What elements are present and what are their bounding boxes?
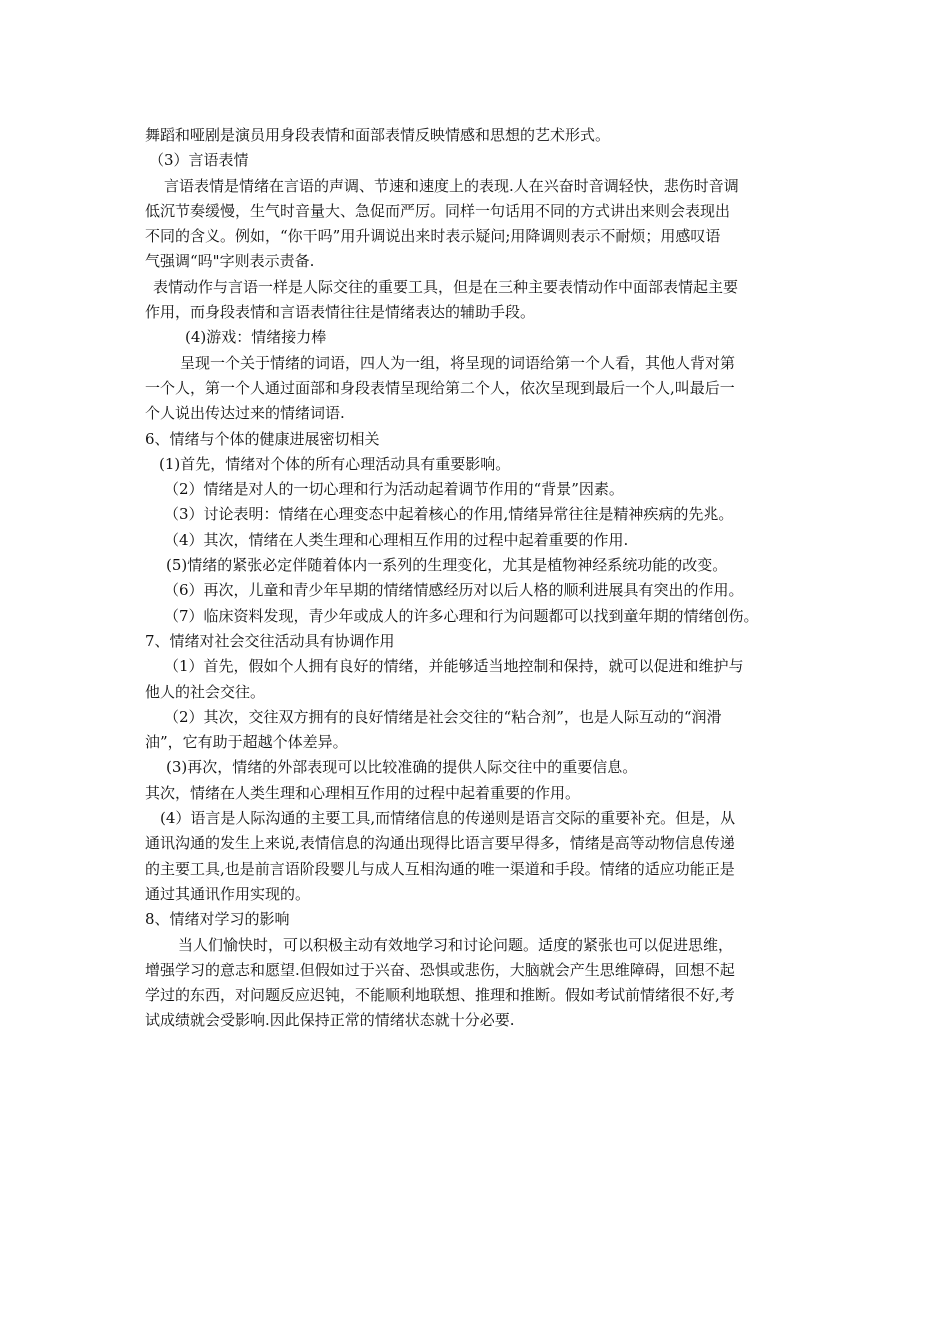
text-line: 表情动作与言语一样是人际交往的重要工具，但是在三种主要表情动作中面部表情起主要 xyxy=(153,277,739,296)
text-line: 的主要工具,也是前言语阶段婴儿与成人互相沟通的唯一渠道和手段。情绪的适应功能正是 xyxy=(145,859,735,878)
text-line: 当人们愉快时，可以积极主动有效地学习和讨论问题。适度的紧张也可以促进思维， xyxy=(178,935,734,954)
section-heading: 7、情绪对社会交往活动具有协调作用 xyxy=(145,631,395,650)
text-line: 通过其通讯作用实现的。 xyxy=(145,884,311,903)
text-line: 试成绩就会受影响.因此保持正常的情绪状态就十分必要. xyxy=(145,1011,515,1030)
text-line: 个人说出传达过来的情绪词语. xyxy=(145,404,345,423)
list-item: （4）其次，情绪在人类生理和心理相互作用的过程中起着重要的作用. xyxy=(164,530,629,549)
list-item: (3)再次，情绪的外部表现可以比较准确的提供人际交往中的重要信息。 xyxy=(166,758,638,777)
text-line: 其次，情绪在人类生理和心理相互作用的过程中起着重要的作用。 xyxy=(145,783,581,802)
text-line: 通讯沟通的发生上来说,表情信息的沟通出现得比语言要早得多，情绪是高等动物信息传递 xyxy=(145,834,735,853)
list-item: （6）再次，儿童和青少年早期的情绪情感经历对以后人格的顺利进展具有突出的作用。 xyxy=(164,581,744,600)
list-item: (4）语言是人际沟通的主要工具,而情绪信息的传递则是语言交际的重要补充。但是，从 xyxy=(160,809,736,828)
text-line: 不同的含义。例如，“你干吗”用升调说出来时表示疑问;用降调则表示不耐烦；用感叹语 xyxy=(145,227,721,246)
list-item: （2）其次，交往双方拥有的良好情绪是社会交往的“粘合剂”，也是人际互动的“润滑 xyxy=(164,707,722,726)
text-line: 学过的东西，对问题反应迟钝，不能顺利地联想、推理和推断。假如考试前情绪很不好,考 xyxy=(145,986,735,1005)
text-line: 舞蹈和哑剧是演员用身段表情和面部表情反映情感和思想的艺术形式。 xyxy=(145,126,611,144)
section-heading: 6、情绪与个体的健康进展密切相关 xyxy=(145,429,380,448)
text-line: 气强调“吗"字则表示责备. xyxy=(145,252,315,271)
section-heading: 8、情绪对学习的影响 xyxy=(145,910,290,929)
text-line: 呈现一个关于情绪的词语，四人为一组，将呈现的词语给第一个人看，其他人背对第 xyxy=(180,353,736,372)
text-line: 他人的社会交往。 xyxy=(145,682,266,701)
text-line: 油”，它有助于超越个体差异。 xyxy=(145,733,348,752)
section-heading: (4)游戏：情绪接力棒 xyxy=(185,328,327,347)
list-item: （7）临床资料发现，青少年或成人的许多心理和行为问题都可以找到童年期的情绪创伤。 xyxy=(164,606,759,625)
text-line: 作用，而身段表情和言语表情往往是情绪表达的辅助手段。 xyxy=(145,303,536,322)
text-line: 增强学习的意志和愿望.但假如过于兴奋、恐惧或悲伤，大脑就会产生思维障碍，回想不起 xyxy=(145,960,735,979)
list-item: （1）首先，假如个人拥有良好的情绪，并能够适当地控制和保持，就可以促进和维护与 xyxy=(164,657,744,676)
list-item: （3）讨论表明：情绪在心理变态中起着核心的作用,情绪异常往往是精神疾病的先兆。 xyxy=(164,505,734,524)
list-item: (5)情绪的紧张必定伴随着体内一系列的生理变化，尤其是植物神经系统功能的改变。 xyxy=(166,556,728,575)
text-line: 一个人，第一个人通过面部和身段表情呈现给第二个人，依次呈现到最后一个人,叫最后一 xyxy=(145,378,735,397)
document-body xyxy=(145,123,825,1034)
text-line: 言语表情是情绪在言语的声调、节速和速度上的表现.人在兴奋时音调轻快，悲伤时音调 xyxy=(164,176,739,195)
text-line: 低沉节奏缓慢，生气时音量大、急促而严厉。同样一句话用不同的方式讲出来则会表现出 xyxy=(145,201,731,220)
section-heading: （3）言语表情 xyxy=(149,151,249,170)
list-item: (1)首先，情绪对个体的所有心理活动具有重要影响。 xyxy=(159,454,511,473)
list-item: （2）情绪是对人的一切心理和行为活动起着调节作用的“背景”因素。 xyxy=(164,480,624,499)
